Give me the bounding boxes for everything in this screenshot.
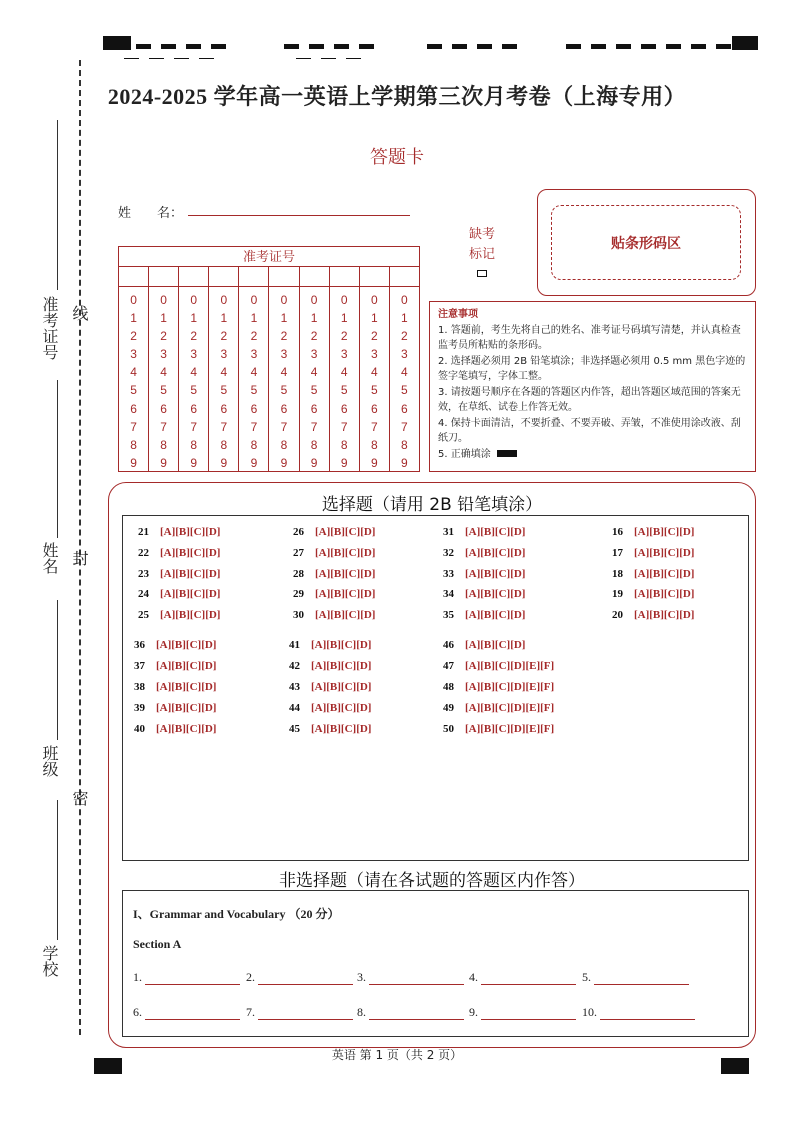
answer-card-label: 答题卡: [370, 147, 424, 167]
answer-options[interactable]: [A][B][C][D]: [156, 723, 217, 735]
question-number: 28: [293, 568, 304, 580]
exam-id-digit-bubble[interactable]: 1: [220, 311, 228, 326]
exam-id-column[interactable]: [239, 287, 269, 471]
exam-id-digit-bubble[interactable]: 9: [370, 455, 378, 470]
instructions-box: [429, 301, 756, 472]
blank-number: 5.: [582, 970, 591, 984]
blank-line[interactable]: [369, 1008, 464, 1020]
answer-blank[interactable]: [469, 1005, 576, 1020]
blank-number: 10.: [582, 1005, 597, 1019]
answer-blank[interactable]: [246, 1005, 353, 1020]
side-secret-label: 密: [70, 790, 89, 806]
exam-id-digit-bubble[interactable]: 7: [190, 419, 198, 434]
exam-id-digit-bubble[interactable]: 0: [370, 293, 378, 307]
exam-id-digit-bubble[interactable]: 3: [280, 347, 288, 362]
side-school-line: [57, 800, 58, 940]
exam-id-write-cells[interactable]: [119, 267, 419, 287]
exam-id-digit-bubble[interactable]: 8: [160, 437, 167, 452]
exam-id-digit-bubble[interactable]: 5: [340, 383, 348, 398]
question-number: 20: [612, 609, 623, 621]
blank-number: 7.: [246, 1005, 255, 1019]
question-number: 47: [443, 660, 454, 672]
exam-id-digit-bubble[interactable]: 1: [401, 311, 408, 326]
answer-options[interactable]: [A][B][C][D]: [156, 702, 217, 714]
answer-options[interactable]: [A][B][C][D][E][F]: [465, 660, 555, 672]
exam-id-digit-bubble[interactable]: 7: [160, 419, 167, 434]
exam-id-digit-bubble[interactable]: 2: [401, 329, 408, 344]
exam-id-digit-bubble[interactable]: 8: [250, 437, 258, 452]
answer-options[interactable]: [A][B][C][D]: [634, 526, 695, 538]
answer-options[interactable]: [A][B][C][D]: [156, 660, 217, 672]
mc-question[interactable]: [443, 660, 554, 672]
filled-bubble-icon: [497, 450, 517, 457]
absent-mark-label: [462, 224, 502, 264]
mc-question[interactable]: [134, 681, 216, 693]
exam-id-digit-bubble[interactable]: 1: [130, 311, 137, 326]
exam-id-column[interactable]: [179, 287, 209, 471]
exam-id-digit-bubble[interactable]: 6: [340, 401, 348, 416]
exam-id-column[interactable]: [149, 287, 179, 471]
mc-question[interactable]: [612, 568, 694, 580]
question-number: 43: [289, 681, 300, 693]
exam-id-digit-bubble[interactable]: 2: [310, 329, 318, 344]
exam-id-digit-bubble[interactable]: 1: [280, 311, 288, 326]
side-name-line: [57, 380, 58, 538]
answer-options[interactable]: [A][B][C][D]: [634, 609, 695, 621]
exam-id-digit-bubble[interactable]: 1: [190, 311, 198, 326]
exam-id-digit-bubble[interactable]: 2: [220, 329, 228, 344]
exam-id-header: 准考证号: [119, 247, 419, 267]
side-id-label: 准考证号: [40, 296, 59, 360]
exam-id-digit-bubble[interactable]: 4: [310, 365, 318, 380]
instruction-item-fill-example: [438, 447, 747, 463]
fill-example-text: 5. 正确填涂: [438, 448, 491, 460]
side-class-label: 班级: [40, 745, 59, 777]
page-title: 2024-2025 学年高一英语上学期第三次月考卷（上海专用）: [107, 84, 687, 109]
question-number: 42: [289, 660, 300, 672]
exam-id-column[interactable]: [119, 287, 149, 471]
side-seal-label: 封: [70, 550, 89, 566]
exam-id-digit-bubble[interactable]: 8: [130, 437, 137, 452]
question-number: 39: [134, 702, 145, 714]
exam-id-digit-bubble[interactable]: 6: [401, 401, 408, 416]
instruction-item: 4. 保持卡面清洁，不要折叠、不要弄破、弄皱，不准使用涂改液、刮纸刀。: [438, 417, 741, 444]
exam-id-digit-bubble[interactable]: 3: [220, 347, 228, 362]
exam-id-digit-bubble[interactable]: 9: [190, 455, 198, 470]
mc-question[interactable]: [134, 660, 216, 672]
exam-id-digit-bubble[interactable]: 8: [310, 437, 318, 452]
answer-blank[interactable]: [357, 1005, 464, 1020]
blank-line[interactable]: [481, 973, 576, 985]
exam-id-digit-bubble[interactable]: 9: [130, 455, 137, 470]
blank-number: 8.: [357, 1005, 366, 1019]
answer-options[interactable]: [A][B][C][D]: [156, 639, 217, 651]
exam-id-digit-bubble[interactable]: 0: [160, 293, 167, 307]
mc-question[interactable]: [443, 702, 554, 714]
question-number: 38: [134, 681, 145, 693]
blank-line[interactable]: [600, 1008, 695, 1020]
exam-id-column[interactable]: [360, 287, 390, 471]
answer-blank[interactable]: [582, 1005, 695, 1020]
exam-id-digit-bubble[interactable]: 2: [190, 329, 198, 344]
mc-question[interactable]: [138, 526, 220, 538]
exam-id-digit-bubble[interactable]: 8: [280, 437, 288, 452]
side-school-label: 学校: [40, 945, 59, 977]
absent-checkbox[interactable]: [477, 270, 487, 277]
exam-id-digit-bubble[interactable]: 6: [160, 401, 167, 416]
exam-id-digit-bubble[interactable]: 9: [160, 455, 167, 470]
question-number: 16: [612, 526, 623, 538]
exam-id-digit-bubble[interactable]: 7: [401, 419, 408, 434]
name-field[interactable]: [188, 215, 410, 216]
question-number: 41: [289, 639, 300, 651]
exam-id-digit-bubble[interactable]: 5: [160, 383, 167, 398]
mc-question[interactable]: [289, 681, 371, 693]
answer-options[interactable]: [A][B][C][D]: [156, 681, 217, 693]
exam-id-digit-bubble[interactable]: 1: [250, 311, 258, 326]
blank-number: 9.: [469, 1005, 478, 1019]
exam-id-digit-bubble[interactable]: 4: [130, 365, 137, 380]
question-number: 49: [443, 702, 454, 714]
exam-id-digit-bubble[interactable]: 1: [160, 311, 167, 326]
exam-id-digit-bubble[interactable]: 4: [401, 365, 408, 380]
blank-line[interactable]: [145, 973, 240, 985]
mc-question[interactable]: [293, 547, 375, 559]
section-a-label: Section A: [133, 937, 182, 951]
answer-options[interactable]: [A][B][C][D]: [465, 547, 526, 559]
exam-id-digit-bubble[interactable]: 4: [370, 365, 378, 380]
exam-id-digit-bubble[interactable]: 5: [250, 383, 258, 398]
exam-id-column[interactable]: [300, 287, 330, 471]
answer-options[interactable]: [A][B][C][D]: [465, 639, 526, 651]
question-number: 18: [612, 568, 623, 580]
mc-question[interactable]: [612, 609, 694, 621]
page-footer: 英语 第 1 页（共 2 页）: [331, 1048, 463, 1062]
exam-id-digit-bubble[interactable]: 9: [310, 455, 318, 470]
exam-id-column[interactable]: [330, 287, 360, 471]
answer-options[interactable]: [A][B][C][D]: [315, 609, 376, 621]
blank-line[interactable]: [258, 973, 353, 985]
exam-id-digit-bubble[interactable]: 6: [220, 401, 228, 416]
question-number: 37: [134, 660, 145, 672]
exam-id-digit-bubble[interactable]: 9: [250, 455, 258, 470]
answer-blank[interactable]: [133, 970, 240, 985]
mc-question[interactable]: [443, 723, 554, 735]
exam-id-digit-bubble[interactable]: 5: [220, 383, 228, 398]
exam-id-digit-bubble[interactable]: 5: [401, 383, 408, 398]
exam-id-digit-bubble[interactable]: 7: [370, 419, 378, 434]
question-number: 45: [289, 723, 300, 735]
exam-id-digit-bubble[interactable]: 3: [370, 347, 378, 362]
exam-id-digit-bubble[interactable]: 7: [130, 419, 137, 434]
mc-question[interactable]: [293, 588, 375, 600]
instruction-item: 1. 答题前，考生先将自己的姓名、准考证号码填写清楚，并认真检查监考员所粘贴的条形码。: [438, 324, 741, 351]
answer-options[interactable]: [A][B][C][D]: [465, 568, 526, 580]
question-number: 23: [138, 568, 149, 580]
side-class-line: [57, 600, 58, 740]
exam-id-digit-bubble[interactable]: 9: [280, 455, 288, 470]
answer-options[interactable]: [A][B][C][D][E][F]: [465, 723, 555, 735]
mc-question[interactable]: [138, 568, 220, 580]
instructions-title: 注意事项: [438, 309, 478, 320]
mc-question[interactable]: [443, 639, 525, 651]
corner-mark-top-right: [732, 36, 758, 50]
mc-question[interactable]: [138, 547, 220, 559]
exam-id-digit-bubble[interactable]: 7: [340, 419, 348, 434]
answer-options[interactable]: [A][B][C][D]: [315, 568, 376, 580]
mc-question[interactable]: [293, 609, 375, 621]
question-number: 17: [612, 547, 623, 559]
exam-id-column[interactable]: [269, 287, 299, 471]
exam-id-digit-bubble[interactable]: 4: [160, 365, 167, 380]
exam-id-digit-bubble[interactable]: 5: [190, 383, 198, 398]
exam-id-digit-bubble[interactable]: 3: [340, 347, 348, 362]
question-number: 32: [443, 547, 454, 559]
exam-id-digit-bubble[interactable]: 9: [220, 455, 228, 470]
side-id-line: [57, 120, 58, 290]
question-number: 31: [443, 526, 454, 538]
exam-id-digit-bubble[interactable]: 0: [220, 293, 228, 307]
answer-options[interactable]: [A][B][C][D]: [160, 588, 221, 600]
exam-id-digit-bubble[interactable]: 7: [280, 419, 288, 434]
exam-id-digit-bubble[interactable]: 2: [280, 329, 288, 344]
blank-line[interactable]: [481, 1008, 576, 1020]
mc-question[interactable]: [293, 568, 375, 580]
answer-blank[interactable]: [582, 970, 689, 985]
exam-id-digit-bubble[interactable]: 3: [310, 347, 318, 362]
exam-id-grid: [118, 246, 420, 472]
exam-id-digit-bubble[interactable]: 7: [310, 419, 318, 434]
exam-id-digit-bubble[interactable]: 0: [190, 293, 198, 307]
answer-options[interactable]: [A][B][C][D]: [634, 568, 695, 580]
corner-mark-top-left: [103, 36, 131, 50]
answer-options[interactable]: [A][B][C][D]: [634, 547, 695, 559]
mc-question[interactable]: [443, 526, 525, 538]
side-name-label: 姓名: [40, 542, 59, 574]
answer-options[interactable]: [A][B][C][D]: [315, 526, 376, 538]
seal-dash-line: [79, 60, 81, 1035]
question-number: 25: [138, 609, 149, 621]
blank-line[interactable]: [594, 973, 689, 985]
exam-id-digit-bubble[interactable]: 7: [220, 419, 228, 434]
answer-options[interactable]: [A][B][C][D]: [311, 723, 372, 735]
blank-line[interactable]: [369, 973, 464, 985]
exam-id-digit-bubble[interactable]: 0: [280, 293, 288, 307]
blank-line[interactable]: [258, 1008, 353, 1020]
answer-options[interactable]: [A][B][C][D]: [160, 547, 221, 559]
mc-question[interactable]: [289, 702, 371, 714]
exam-id-column[interactable]: [390, 287, 419, 471]
exam-id-digit-bubble[interactable]: 1: [340, 311, 348, 326]
answer-options[interactable]: [A][B][C][D][E][F]: [465, 681, 555, 693]
answer-options[interactable]: [A][B][C][D]: [465, 609, 526, 621]
exam-id-digit-bubble[interactable]: 6: [190, 401, 198, 416]
exam-id-digit-bubble[interactable]: 8: [190, 437, 198, 452]
exam-id-digit-bubble[interactable]: 0: [250, 293, 258, 307]
question-number: 48: [443, 681, 454, 693]
exam-id-digit-bubble[interactable]: 0: [340, 293, 348, 307]
exam-id-digit-bubble[interactable]: 4: [340, 365, 348, 380]
barcode-label: 贴条形码区: [551, 205, 741, 280]
question-number: 26: [293, 526, 304, 538]
exam-id-digit-bubble[interactable]: 9: [340, 455, 348, 470]
answer-options[interactable]: [A][B][C][D]: [315, 588, 376, 600]
exam-id-digit-bubble[interactable]: 1: [370, 311, 378, 326]
answer-blank[interactable]: [469, 970, 576, 985]
mc-question[interactable]: [443, 609, 525, 621]
exam-id-digit-bubble[interactable]: 1: [310, 311, 318, 326]
exam-id-digit-bubble[interactable]: 2: [250, 329, 258, 344]
question-number: 34: [443, 588, 454, 600]
exam-id-digit-bubble[interactable]: 8: [370, 437, 378, 452]
exam-id-digit-bubble[interactable]: 5: [130, 383, 137, 398]
exam-id-column[interactable]: [209, 287, 239, 471]
exam-id-digit-bubble[interactable]: 8: [340, 437, 348, 452]
nc-title: 非选择题（请在各试题的答题区内作答）: [279, 871, 585, 891]
answer-options[interactable]: [A][B][C][D]: [311, 702, 372, 714]
mc-question[interactable]: [293, 526, 375, 538]
exam-id-digit-bubble[interactable]: 5: [310, 383, 318, 398]
instruction-item: 3. 请按题号顺序在各题的答题区内作答，超出答题区域范围的答案无效，在草纸、试卷上作答无效。: [438, 386, 741, 413]
mc-question[interactable]: [289, 639, 371, 651]
question-number: 27: [293, 547, 304, 559]
answer-options[interactable]: [A][B][C][D]: [634, 588, 695, 600]
exam-id-digit-bubble[interactable]: 3: [160, 347, 167, 362]
exam-id-digit-bubble[interactable]: 4: [280, 365, 288, 380]
exam-id-digit-bubble[interactable]: 4: [220, 365, 228, 380]
side-line-label: 线: [70, 305, 89, 321]
section-heading: I、Grammar and Vocabulary （20 分）: [133, 907, 340, 921]
mc-title: 选择题（请用 2B 铅笔填涂）: [321, 495, 543, 515]
answer-options[interactable]: [A][B][C][D]: [160, 609, 221, 621]
answer-blank[interactable]: [133, 1005, 240, 1020]
mc-question[interactable]: [612, 547, 694, 559]
question-number: 35: [443, 609, 454, 621]
absent-label-line2: 标记: [468, 246, 495, 261]
exam-id-digit-bubble[interactable]: 3: [190, 347, 198, 362]
question-number: 24: [138, 588, 149, 600]
exam-id-digit-bubble[interactable]: 5: [370, 383, 378, 398]
exam-id-digit-bubble[interactable]: 2: [130, 329, 137, 344]
mc-question[interactable]: [138, 609, 220, 621]
mc-question[interactable]: [612, 526, 694, 538]
exam-id-digit-bubble[interactable]: 6: [130, 401, 137, 416]
exam-id-digit-bubble[interactable]: 2: [160, 329, 167, 344]
mc-question[interactable]: [612, 588, 694, 600]
blank-number: 4.: [469, 970, 478, 984]
answer-options[interactable]: [A][B][C][D]: [465, 588, 526, 600]
blank-number: 2.: [246, 970, 255, 984]
exam-id-digit-bubble[interactable]: 0: [130, 293, 137, 307]
blank-number: 3.: [357, 970, 366, 984]
exam-id-digit-bubble[interactable]: 3: [130, 347, 137, 362]
exam-id-digit-bubble[interactable]: 2: [340, 329, 348, 344]
mc-question[interactable]: [443, 681, 554, 693]
exam-id-digit-bubble[interactable]: 8: [401, 437, 408, 452]
question-number: 30: [293, 609, 304, 621]
mc-question[interactable]: [443, 547, 525, 559]
exam-id-digit-bubble[interactable]: 7: [250, 419, 258, 434]
question-number: 19: [612, 588, 623, 600]
absent-label-line1: 缺考: [468, 226, 495, 241]
mc-question[interactable]: [134, 639, 216, 651]
answer-options[interactable]: [A][B][C][D]: [311, 660, 372, 672]
mc-question[interactable]: [134, 723, 216, 735]
exam-id-digit-bubble[interactable]: 2: [370, 329, 378, 344]
exam-id-digit-bubble[interactable]: 6: [370, 401, 378, 416]
exam-id-digit-bubble[interactable]: 0: [401, 293, 408, 307]
mc-question[interactable]: [289, 723, 371, 735]
answer-options[interactable]: [A][B][C][D]: [160, 526, 221, 538]
answer-options[interactable]: [A][B][C][D]: [311, 639, 372, 651]
answer-options[interactable]: [A][B][C][D]: [465, 526, 526, 538]
question-number: 50: [443, 723, 454, 735]
exam-id-bubble-columns[interactable]: [119, 287, 419, 471]
exam-id-digit-bubble[interactable]: 4: [250, 365, 258, 380]
exam-id-digit-bubble[interactable]: 3: [250, 347, 258, 362]
question-number: 40: [134, 723, 145, 735]
mc-question[interactable]: [134, 702, 216, 714]
instruction-item: 2. 选择题必须用 2B 铅笔填涂；非选择题必须用 0.5 mm 黑色字迹的签字笔填写，字体工整。: [438, 355, 746, 382]
blank-number: 6.: [133, 1005, 142, 1019]
exam-id-digit-bubble[interactable]: 6: [250, 401, 258, 416]
exam-id-digit-bubble[interactable]: 4: [190, 365, 198, 380]
question-number: 29: [293, 588, 304, 600]
mc-question[interactable]: [443, 568, 525, 580]
exam-id-digit-bubble[interactable]: 0: [310, 293, 318, 307]
answer-options[interactable]: [A][B][C][D]: [311, 681, 372, 693]
exam-id-digit-bubble[interactable]: 6: [280, 401, 288, 416]
answer-options[interactable]: [A][B][C][D]: [160, 568, 221, 580]
question-number: 22: [138, 547, 149, 559]
mc-question[interactable]: [289, 660, 371, 672]
exam-id-digit-bubble[interactable]: 5: [280, 383, 288, 398]
answer-blank[interactable]: [357, 970, 464, 985]
question-number: 33: [443, 568, 454, 580]
blank-number: 1.: [133, 970, 142, 984]
exam-id-digit-bubble[interactable]: 6: [310, 401, 318, 416]
exam-id-digit-bubble[interactable]: 8: [220, 437, 228, 452]
answer-options[interactable]: [A][B][C][D]: [315, 547, 376, 559]
blank-line[interactable]: [145, 1008, 240, 1020]
answer-options[interactable]: [A][B][C][D][E][F]: [465, 702, 555, 714]
mc-question[interactable]: [443, 588, 525, 600]
answer-blank[interactable]: [246, 970, 353, 985]
question-number: 44: [289, 702, 300, 714]
exam-id-digit-bubble[interactable]: 3: [401, 347, 408, 362]
name-label: 姓 名：: [118, 205, 184, 220]
mc-question[interactable]: [138, 588, 220, 600]
exam-id-digit-bubble[interactable]: 9: [401, 455, 408, 470]
question-number: 36: [134, 639, 145, 651]
question-number: 46: [443, 639, 454, 651]
question-number: 21: [138, 526, 149, 538]
